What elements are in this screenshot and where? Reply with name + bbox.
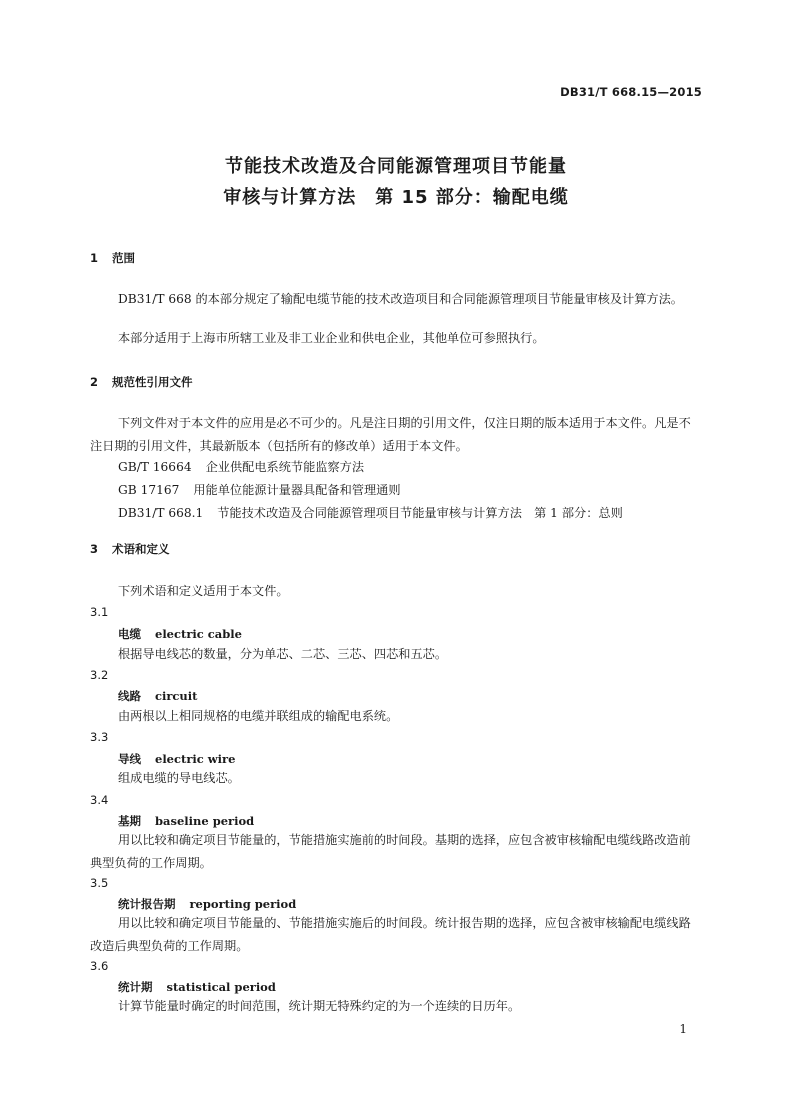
term-definition: 组成电缆的导电线芯。	[118, 771, 240, 785]
reference-code: DB31/T 668.1	[118, 506, 204, 520]
term-zh: 基期	[118, 814, 141, 828]
term-en: reporting period	[189, 897, 297, 911]
term-number: 3.4	[90, 793, 109, 807]
reference-title: 企业供配电系统节能监察方法	[205, 460, 365, 474]
reference-item	[118, 504, 623, 521]
reference-item	[118, 481, 401, 498]
reference-title: 用能单位能源计量器具配备和管理通则	[193, 483, 401, 497]
term-heading	[118, 688, 197, 704]
term-zh: 线路	[118, 689, 141, 703]
section-1-para-2: 本部分适用于上海市所辖工业及非工业企业和供电企业，其他单位可参照执行。	[118, 331, 545, 345]
standard-code: DB31/T 668.15—2015	[560, 85, 702, 99]
term-heading	[118, 626, 242, 642]
term-number: 3.5	[90, 876, 109, 890]
reference-code: GB/T 16664	[118, 460, 192, 474]
term-definition: 由两根以上相同规格的电缆并联组成的输配电系统。	[118, 709, 399, 723]
term-en: baseline period	[155, 814, 255, 828]
term-number: 3.3	[90, 730, 109, 744]
section-1-para-1: DB31/T 668 的本部分规定了输配电缆节能的技术改造项目和合同能源管理项目节能量审核及计算方法。	[118, 292, 683, 306]
section-title: 术语和定义	[112, 542, 170, 556]
section-3-heading	[90, 541, 170, 557]
term-heading	[118, 813, 254, 829]
section-number: 2	[90, 375, 99, 389]
term-definition: 计算节能量时确定的时间范围，统计期无特殊约定的为一个连续的日历年。	[118, 999, 521, 1013]
section-title: 规范性引用文件	[112, 375, 193, 389]
term-number: 3.1	[90, 605, 109, 619]
reference-title: 节能技术改造及合同能源管理项目节能量审核与计算方法 第 1 部分：总则	[217, 506, 623, 520]
term-definition: 根据导电线芯的数量，分为单芯、二芯、三芯、四芯和五芯。	[118, 647, 448, 661]
section-3-intro: 下列术语和定义适用于本文件。	[118, 584, 289, 598]
term-definition: 用以比较和确定项目节能量的、节能措施实施后的时间段。统计报告期的选择，应包含被审核输配电缆线路改造后典型负荷的工作周期。	[90, 916, 691, 953]
term-zh: 统计报告期	[118, 897, 176, 911]
term-number: 3.2	[90, 668, 109, 682]
term-heading	[118, 751, 235, 767]
title-line-2: 审核与计算方法 第 15 部分：输配电缆	[223, 187, 569, 208]
term-zh: 导线	[118, 752, 141, 766]
section-number: 3	[90, 542, 99, 556]
reference-item	[118, 458, 364, 475]
term-en: electric wire	[155, 752, 236, 766]
title-line-1: 节能技术改造及合同能源管理项目节能量	[225, 156, 567, 177]
term-en: electric cable	[155, 627, 242, 641]
term-heading	[118, 896, 296, 912]
term-en: circuit	[155, 689, 198, 703]
term-number: 3.6	[90, 959, 109, 973]
term-heading	[118, 979, 276, 995]
page-number: 1	[679, 1022, 687, 1036]
reference-code: GB 17167	[118, 483, 180, 497]
section-title: 范围	[112, 251, 135, 265]
section-2-heading	[90, 374, 193, 390]
section-2-para-1: 下列文件对于本文件的应用是必不可少的。凡是注日期的引用文件，仅注日期的版本适用于本文件。凡是不注日期的引用文件，其最新版本（包括所有的修改单）适用于本文件。	[90, 416, 691, 453]
term-definition: 用以比较和确定项目节能量的，节能措施实施前的时间段。基期的选择，应包含被审核输配电缆线路改造前典型负荷的工作周期。	[90, 833, 691, 870]
term-zh: 统计期	[118, 980, 153, 994]
term-en: statistical period	[166, 980, 276, 994]
term-zh: 电缆	[118, 627, 141, 641]
section-1-heading	[90, 250, 135, 266]
section-number: 1	[90, 251, 99, 265]
